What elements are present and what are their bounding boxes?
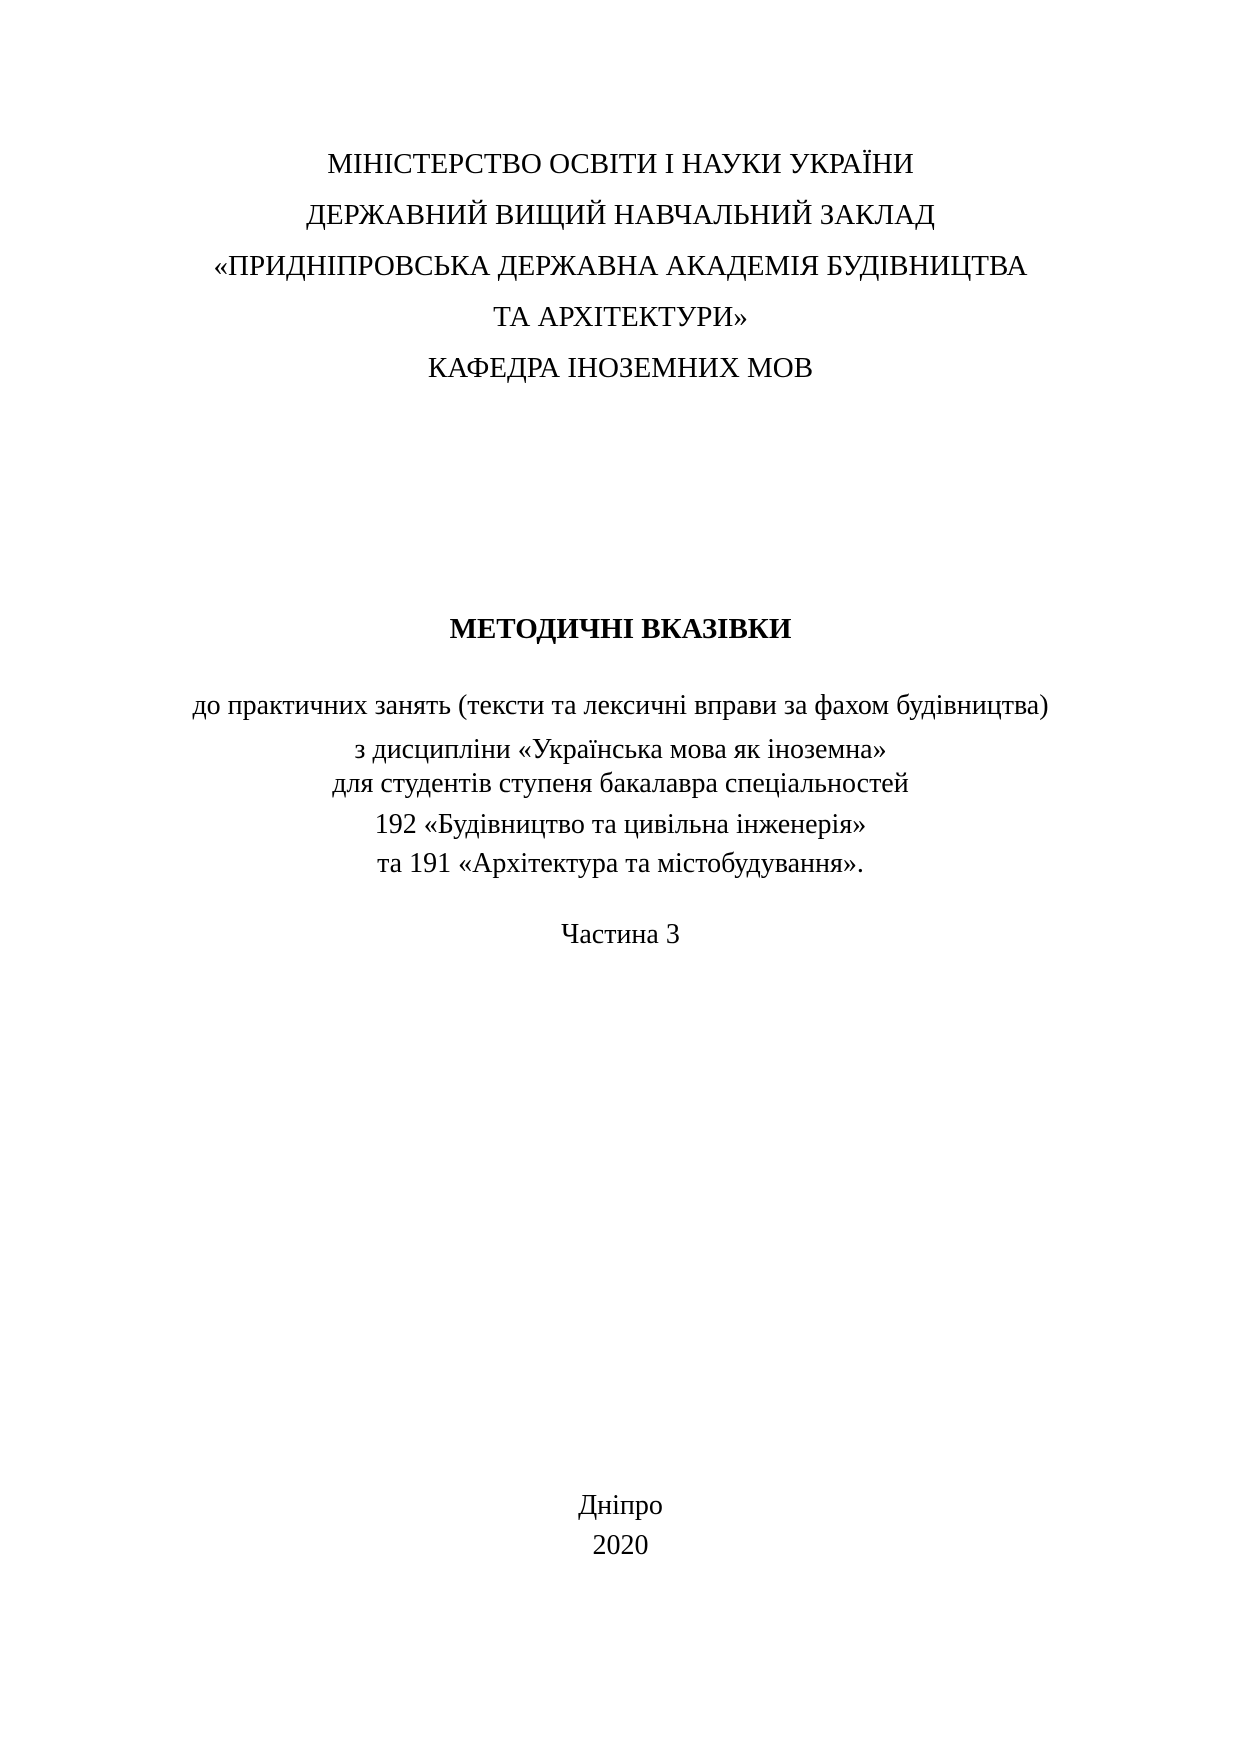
department-line: КАФЕДРА ІНОЗЕМНИХ МОВ bbox=[427, 352, 814, 384]
academy-name-line-2: ТА АРХІТЕКТУРИ» bbox=[493, 301, 748, 333]
year-label: 2020 bbox=[592, 1530, 649, 1561]
document-title: МЕТОДИЧНІ ВКАЗІВКИ bbox=[449, 613, 792, 645]
part-label: Частина 3 bbox=[561, 919, 680, 950]
ministry-line: МІНІСТЕРСТВО ОСВІТИ І НАУКИ УКРАЇНИ bbox=[327, 148, 914, 180]
description-line-5: та 191 «Архітектура та містобудування». bbox=[377, 848, 864, 879]
description-line-4: 192 «Будівництво та цивільна інженерія» bbox=[374, 809, 867, 840]
description-line-2: з дисципліни «Українська мова як іноземна» bbox=[354, 734, 887, 765]
description-line-3: для студентів ступеня бакалавра спеціальностей bbox=[332, 768, 909, 799]
city-label: Дніпро bbox=[578, 1490, 663, 1521]
description-line-1: до практичних занять (тексти та лексичні вправи за фахом будівництва) bbox=[192, 690, 1049, 721]
academy-name-line-1: «ПРИДНІПРОВСЬКА ДЕРЖАВНА АКАДЕМІЯ БУДІВНИЦТВА bbox=[213, 250, 1028, 282]
institution-type-line: ДЕРЖАВНИЙ ВИЩИЙ НАВЧАЛЬНИЙ ЗАКЛАД bbox=[306, 199, 935, 231]
